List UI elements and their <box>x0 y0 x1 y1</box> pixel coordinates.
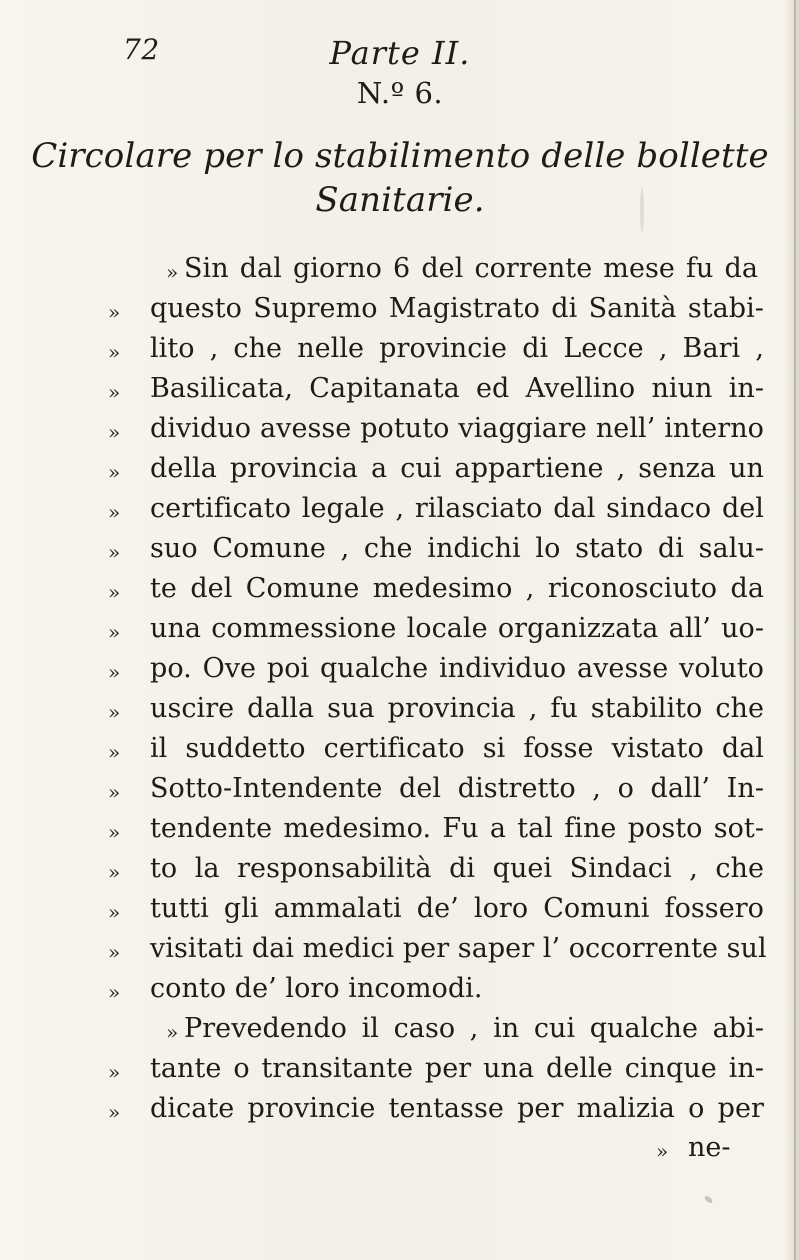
body-line: tutti gli ammalati de’ loro Comuni fossero <box>150 893 764 924</box>
quote-mark: » <box>108 460 120 484</box>
quote-mark: » <box>166 260 178 284</box>
body-line: conto de’ loro incomodi. <box>150 973 483 1004</box>
part-heading: Parte II. <box>329 34 471 72</box>
quote-mark: » <box>108 620 120 644</box>
quote-mark: » <box>108 580 120 604</box>
quote-mark: » <box>108 300 120 324</box>
catchword: ne- <box>688 1132 731 1163</box>
body-line: tendente medesimo. Fu a tal fine posto sot- <box>150 813 764 844</box>
body-line: tante o transitante per una delle cinque in- <box>150 1053 764 1084</box>
quote-mark: » <box>108 900 120 924</box>
body-line: Prevedendo il caso , in cui qualche abi- <box>184 1013 764 1044</box>
quote-mark: » <box>108 860 120 884</box>
quote-mark: » <box>108 700 120 724</box>
document-number: N.º 6. <box>356 76 444 110</box>
body-line: visitati dai medici per saper l’ occorrente sul <box>150 933 767 964</box>
quote-mark: » <box>656 1139 668 1163</box>
quote-mark: » <box>108 380 120 404</box>
quote-mark: » <box>108 420 120 444</box>
body-line: una commessione locale organizzata all’ uo- <box>150 613 764 644</box>
quote-mark: » <box>108 540 120 564</box>
quote-mark: » <box>108 980 120 1004</box>
body-line: po. Ove poi qualche individuo avesse voluto <box>150 653 764 684</box>
ink-mark <box>703 1195 713 1205</box>
body-line: lito , che nelle provincie di Lecce , Bari , <box>150 333 764 364</box>
body-line: te del Comune medesimo , riconosciuto da <box>150 573 764 604</box>
body-line: dicate provincie tentasse per malizia o per <box>150 1093 764 1124</box>
page-number: 72 <box>123 33 160 66</box>
body-line: to la responsabilità di quei Sindaci , che <box>150 853 764 884</box>
quote-mark: » <box>166 1020 178 1044</box>
body-line: dividuo avesse potuto viaggiare nell’ interno <box>150 413 764 444</box>
body-line: della provincia a cui appartiene , senza un <box>150 453 764 484</box>
quote-mark: » <box>108 1060 120 1084</box>
body-line: uscire dalla sua provincia , fu stabilito che <box>150 693 764 724</box>
quote-mark: » <box>108 340 120 364</box>
quote-mark: » <box>108 940 120 964</box>
quote-mark: » <box>108 740 120 764</box>
body-line: Sotto-Intendente del distretto , o dall’ In- <box>150 773 764 804</box>
body-line: suo Comune , che indichi lo stato di salu- <box>150 533 764 564</box>
body-line: certificato legale , rilasciato dal sindaco del <box>150 493 764 524</box>
circular-title-line-1: Circolare per lo stabilimento delle bollette <box>31 136 769 176</box>
quote-mark: » <box>108 660 120 684</box>
circular-title-line-2: Sanitarie. <box>315 180 485 220</box>
quote-mark: » <box>108 820 120 844</box>
quote-mark: » <box>108 1100 120 1124</box>
quote-mark: » <box>108 780 120 804</box>
body-line: Basilicata, Capitanata ed Avellino niun in- <box>150 373 764 404</box>
quote-mark: » <box>108 500 120 524</box>
body-line: questo Supremo Magistrato di Sanità stabi- <box>150 293 764 324</box>
body-line: il suddetto certificato si fosse vistato dal <box>150 733 764 764</box>
body-line: Sin dal giorno 6 del corrente mese fu da <box>184 253 758 284</box>
